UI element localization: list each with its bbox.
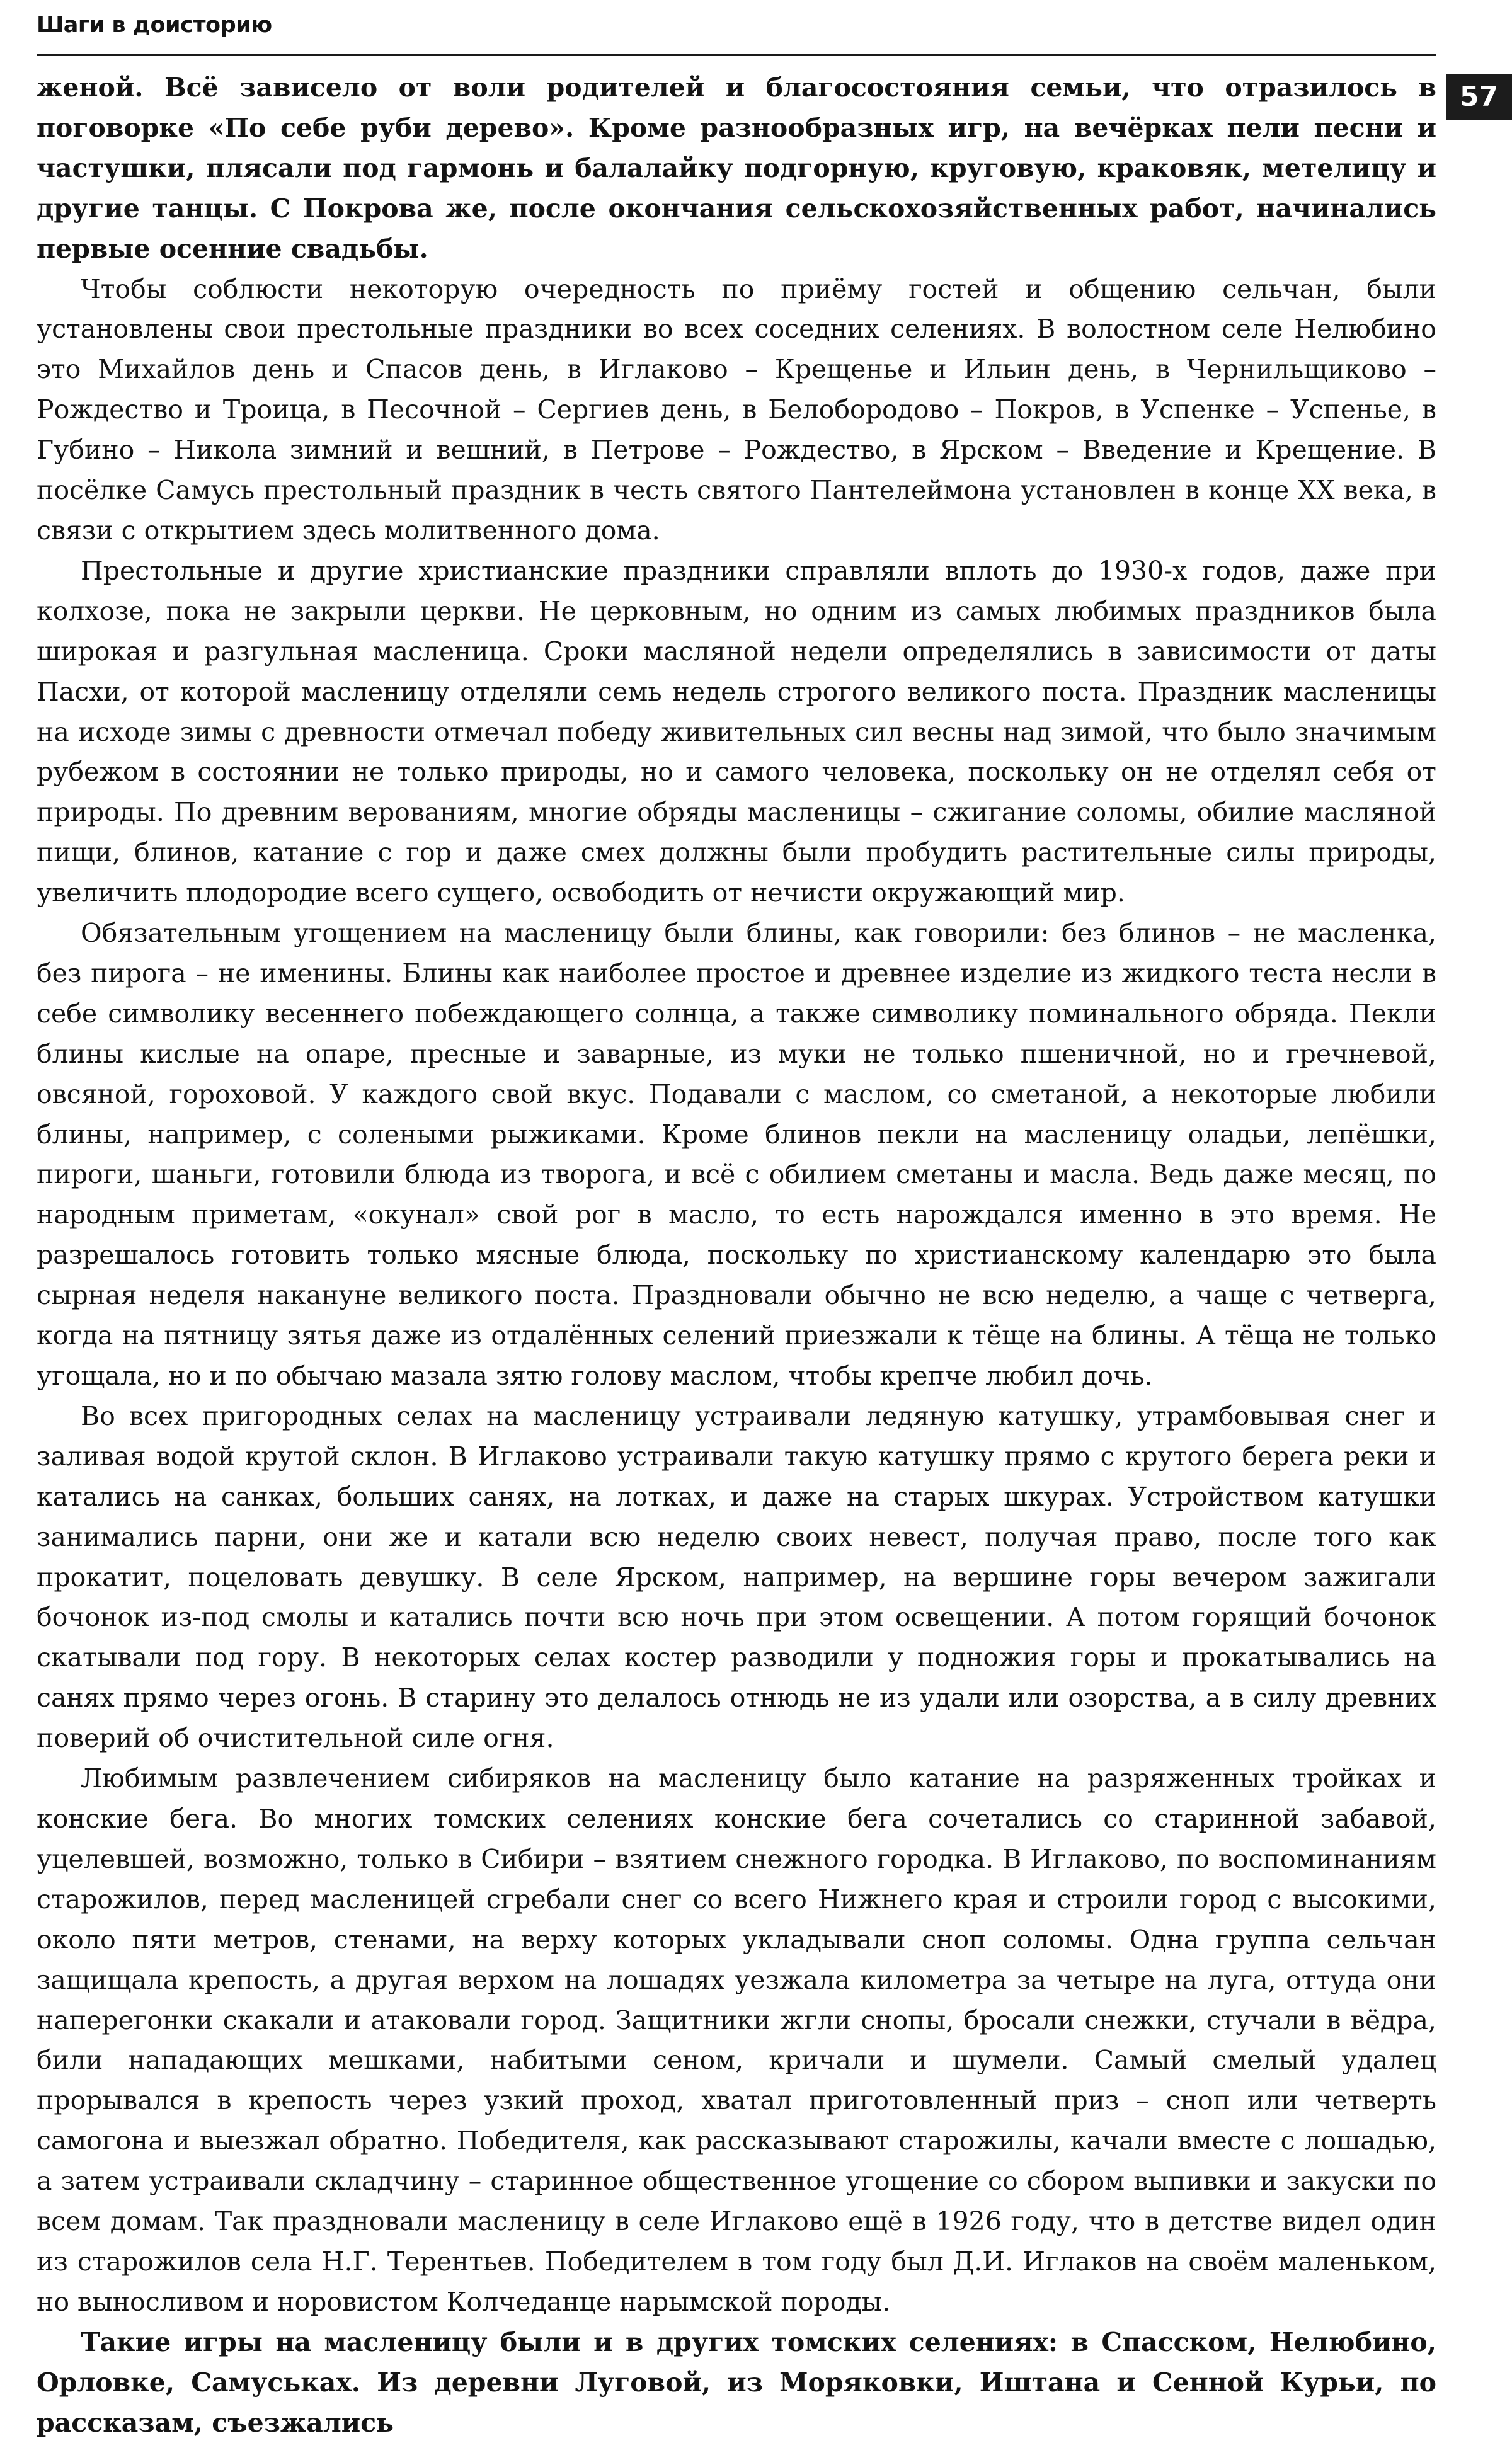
body-text: [37, 68, 1436, 2443]
paragraph-snow-town: Любимым развлечением сибиряков на масленицу было катание на разряженных тройках и конские бега. Во многих томских селениях конские бега сочетались со старинной забавой, уцелевшей, возможно, только в Сибири – взятием снежного городка. В Иглаково, по воспоминаниям старожилов, перед масленицей сгребали снег со всего Нижнего края и строили город с высокими, около пяти метров, стенами, на верху которых укладывали сноп соломы. Одна группа сельчан защищала крепость, а другая верхом на лошадях уезжала километра за четыре на луга, оттуда они наперегонки скакали и атаковали город. Защитники жгли снопы, бросали снежки, стучали в вёдра, били нападающих мешками, набитыми сеном, кричали и шумели. Самый смелый удалец прорывался в крепость через узкий проход, хватал приготовленный приз – сноп или четверть самогона и выезжал обратно. Победителя, как рассказывают старожилы, качали вместе с лошадью, а затем устраивали складчину – старинное общественное угощение со сбором выпивки и закуски по всем домам. Так праздновали масленицу в селе Иглаково ещё в 1926 году, что в детстве видел один из старожилов села Н.Г. Терентьев. Победителем в том году был Д.И. Иглаков на своём маленьком, но выносливом и норовистом Колчеданце нарымской породы.: [37, 1763, 1436, 2317]
header-rule: [37, 54, 1436, 56]
paragraph-other-villages: Такие игры на масленицу были и в других томских селениях: в Спасском, Нелюбино, Орловке, Самуськах. Из деревни Луговой, из Моряковки, Иштана и Сенной Курьи, по рассказам, съезжались: [37, 2326, 1436, 2438]
paragraph-bliny: Обязательным угощением на масленицу были блины, как говорили: без блинов – не масленка, без пирога – не именины. Блины как наиболее простое и древнее изделие из жидкого теста несли в себе символику весеннего побеждающего солнца, а также символику поминального обряда. Пекли блины кислые на опаре, пресные и заварные, из муки не только пшеничной, но и гречневой, овсяной, гороховой. У каждого свой вкус. Подавали с маслом, со сметаной, а некоторые любили блины, например, с солеными рыжиками. Кроме блинов пекли на масленицу оладьи, лепёшки, пироги, шаньги, готовили блюда из творога, и всё с обилием сметаны и масла. Ведь даже месяц, по народным приметам, «окунал» свой рог в масло, то есть нарождался именно в это время. Не разрешалось готовить только мясные блюда, поскольку по христианскому календарю это была сырная неделя накануне великого поста. Праздновали обычно не всю неделю, а чаще с четверга, когда на пятницу зятья даже из отдалённых селений приезжали к тёще на блины. А тёща не только угощала, но и по обычаю мазала зятю голову маслом, чтобы крепче любил дочь.: [37, 918, 1436, 1391]
page-number: 57: [1446, 74, 1512, 120]
paragraph-ice-slide: Во всех пригородных селах на масленицу устраивали ледяную катушку, утрамбовывая снег и заливая водой крутой склон. В Иглаково устраивали такую катушку прямо с крутого берега реки и катались на санках, больших санях, на лотках, и даже на старых шкурах. Устройством катушки занимались парни, они же и катали всю неделю своих невест, получая право, после того как прокатит, поцеловать девушку. В селе Ярском, например, на вершине горы вечером зажигали бочонок из-под смолы и катались почти всю ночь при этом освещении. А потом горящий бочонок скатывали под гору. В некоторых селах костер разводили у подножия горы и прокатывались на санях прямо через огонь. В старину это делалось отнюдь не из удали или озорства, а в силу древних поверий об очистительной силе огня.: [37, 1400, 1436, 1754]
paragraph-patron-feasts: Чтобы соблюсти некоторую очередность по приёму гостей и общению сельчан, были установлены свои престольные праздники во всех соседних селениях. В волостном селе Нелюбино это Михайлов день и Спасов день, в Иглаково – Крещенье и Ильин день, в Чернильщиково – Рождество и Троица, в Песочной – Сергиев день, в Белобородово – Покров, в Успенке – Успенье, в Губино – Никола зимний и вешний, в Петрове – Рождество, в Ярском – Введение и Крещение. В посёлке Самусь престольный праздник в честь святого Пантелеймона установлен в конце XX века, в связи с открытием здесь молитвенного дома.: [37, 273, 1436, 546]
paragraph-maslenitsa: Престольные и другие христианские праздники справляли вплоть до 1930-х годов, даже при колхозе, пока не закрыли церкви. Не церковным, но одним из самых любимых праздников была широкая и разгульная масленица. Сроки масляной недели определялись в зависимости от даты Пасхи, от которой масленицу отделяли семь недель строгого великого поста. Праздник масленицы на исходе зимы с древности отмечал победу живительных сил весны над зимой, что было значимым рубежом в состоянии не только природы, но и самого человека, поскольку он не отделял себя от природы. По древним верованиям, многие обряды масленицы – сжигание соломы, обилие масляной пищи, блинов, катание с гор и даже смех должны были пробудить растительные силы природы, увеличить плодородие всего сущего, освободить от нечисти окружающий мир.: [37, 555, 1436, 908]
paragraph-continuation: женой. Всё зависело от воли родителей и благосостояния семьи, что отразилось в поговорке «По себе руби дерево». Кроме разнообразных игр, на вечёрках пели песни и частушки, плясали под гармонь и балалайку подгорную, круговую, краковяк, метелицу и другие танцы. С Покрова же, после окончания сельскохозяйственных работ, начинались первые осенние свадьбы.: [37, 72, 1436, 264]
running-title: Шаги в доисторию: [37, 13, 272, 38]
